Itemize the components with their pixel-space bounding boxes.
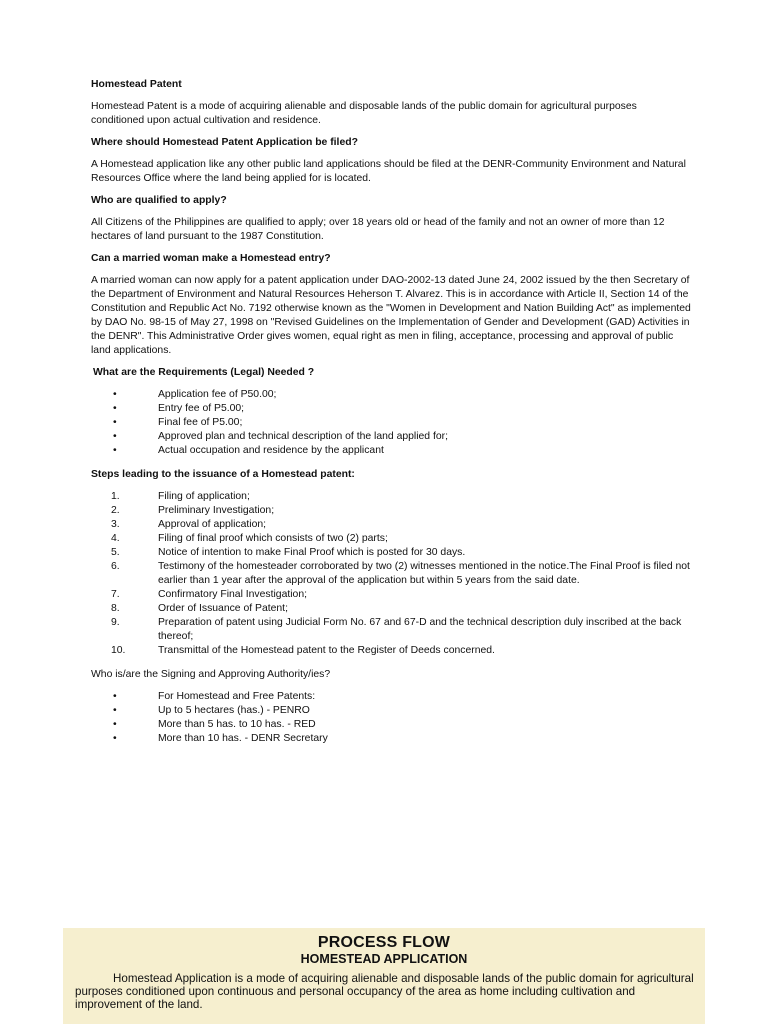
bullet-icon: • [113,705,117,716]
process-flow-title: PROCESS FLOW [317,934,451,951]
list-item: 1. Filing of application; [111,491,250,502]
list-item: 10. Transmittal of the Homestead patent to the Register of Deeds concerned. [111,645,495,656]
requirements-list [91,388,691,458]
list-item: • Up to 5 hectares (has.) - PENRO [113,705,310,716]
bullet-icon: • [113,733,117,744]
list-item: 3. Approval of application; [111,519,267,530]
question-where-filed: Where should Homestead Patent Application be filed? [91,137,358,148]
authorities-list [91,690,691,746]
list-item: • For Homestead and Free Patents: [113,691,316,702]
list-item: • Final fee of P5.00; [113,417,243,428]
list-item: • Actual occupation and residence by the applicant [113,445,384,456]
list-item: 7. Confirmatory Final Investigation; [111,589,307,600]
question-married-woman: Can a married woman make a Homestead entry? [91,253,331,264]
bullet-icon: • [113,445,117,456]
answer-married-woman: A married woman can now apply for a patent application under DAO-2002-13 dated June 24, 2002 issued by the then Secretary of the Department of Environment and Natural Resources Heherson T. Alvarez. This is in accordance with Article II, Section 14 of the Constitution and Republic Act No. 7192 otherwise known as the "Women in Development and Nation Building Act" as implemented by DAO No. 98-15 of May 27, 1998 on "Revised Guidelines on the Implementation of Gender and Development (GAD) Activities in the DENR". This Administrative Order gives women, equal right as men in filing, acceptance, processing and approval of public land applications. [91,275,691,356]
document-page [91,78,691,756]
question-who-qualified: Who are qualified to apply? [91,195,227,206]
process-flow-subtitle: HOMESTEAD APPLICATION [300,952,468,966]
answer-where-filed: A Homestead application like any other public land applications should be filed at the DENR-Community Environment and Natural Resources Office where the land being applied for is located. [91,159,686,184]
process-flow-panel [63,928,705,1024]
list-item: 9. Preparation of patent using Judicial Form No. 67 and 67-D and the technical description duly inscribed at the back thereof; [111,617,682,642]
list-item: • Approved plan and technical description of the land applied for; [113,431,448,442]
list-item: 4. Filing of final proof which consists of two (2) parts; [111,533,388,544]
list-item: • Entry fee of P5.00; [113,403,245,414]
list-item: 6. Testimony of the homesteader corroborated by two (2) witnesses mentioned in the notice.The Final Proof is filed not earlier than 1 year after the approval of the application but within 5 years from the said date. [111,561,690,586]
bullet-icon: • [113,403,117,414]
list-item: • More than 5 has. to 10 has. - RED [113,719,316,730]
bullet-icon: • [113,389,117,400]
list-item: • Application fee of P50.00; [113,389,277,400]
list-item: • More than 10 has. - DENR Secretary [113,733,328,744]
list-item: 5. Notice of intention to make Final Proof which is posted for 30 days. [111,547,466,558]
doc-title: Homestead Patent [91,79,182,90]
bullet-icon: • [113,417,117,428]
question-requirements: What are the Requirements (Legal) Needed ? [93,367,315,378]
bullet-icon: • [113,691,117,702]
list-item: 8. Order of Issuance of Patent; [111,603,288,614]
list-item: 2. Preliminary Investigation; [111,505,275,516]
steps-list [91,490,691,658]
answer-who-qualified: All Citizens of the Philippines are qualified to apply; over 18 years old or head of the family and not an owner of more than 12 hectares of land pursuant to the 1987 Constitution. [91,217,665,242]
intro-paragraph: Homestead Patent is a mode of acquiring alienable and disposable lands of the public domain for agricultural purposes conditioned upon actual cultivation and residence. [91,101,637,126]
question-signing-authority: Who is/are the Signing and Approving Authority/ies? [91,669,331,680]
steps-heading: Steps leading to the issuance of a Homestead patent: [91,469,355,480]
bullet-icon: • [113,719,117,730]
bullet-icon: • [113,431,117,442]
process-flow-description: Homestead Application is a mode of acquiring alienable and disposable lands of the public domain for agricultural purposes conditioned upon continuous and personal occupancy of the area as home including cultivation and improvement of the land. [75,972,694,1011]
